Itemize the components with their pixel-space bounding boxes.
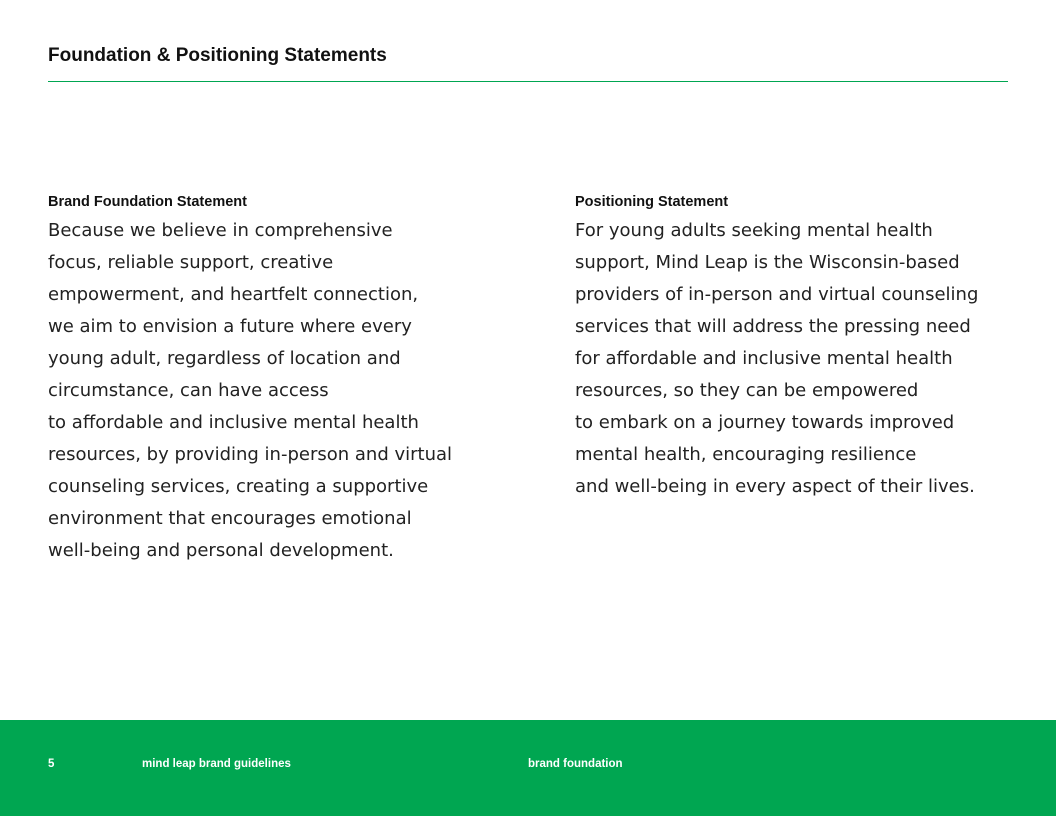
statement-line: support, Mind Leap is the Wisconsin-based — [575, 252, 960, 273]
page-number: 5 — [48, 758, 55, 770]
page-title: Foundation & Positioning Statements — [48, 45, 387, 66]
positioning-section — [575, 193, 1015, 503]
statement-line: to affordable and inclusive mental health — [48, 412, 419, 433]
statement-line: Because we believe in comprehensive — [48, 220, 393, 241]
page-header — [48, 44, 1008, 82]
brand-foundation-heading: Brand Foundation Statement — [48, 194, 247, 210]
brand-foundation-statement — [48, 215, 488, 567]
statement-line: resources, so they can be empowered — [575, 380, 919, 401]
page-footer — [0, 720, 1056, 816]
statement-line: environment that encourages emotional — [48, 508, 412, 529]
brand-foundation-section — [48, 193, 488, 567]
statement-line: counseling services, creating a supportive — [48, 476, 429, 497]
statement-line: For young adults seeking mental health — [575, 220, 933, 241]
section-name: brand foundation — [528, 758, 623, 770]
positioning-statement — [575, 215, 1015, 503]
document-name: mind leap brand guidelines — [142, 758, 291, 770]
statement-line: focus, reliable support, creative — [48, 252, 334, 273]
statement-line: empowerment, and heartfelt connection, — [48, 284, 419, 305]
statement-line: providers of in-person and virtual counseling — [575, 284, 979, 305]
statement-line: for affordable and inclusive mental health — [575, 348, 953, 369]
statement-line: we aim to envision a future where every — [48, 316, 412, 337]
statement-line: circumstance, can have access — [48, 380, 329, 401]
statement-line: and well-being in every aspect of their lives. — [575, 476, 975, 497]
statement-line: well-being and personal development. — [48, 540, 394, 561]
statement-line: services that will address the pressing need — [575, 316, 971, 337]
statement-line: mental health, encouraging resilience — [575, 444, 917, 465]
statement-line: to embark on a journey towards improved — [575, 412, 955, 433]
positioning-heading: Positioning Statement — [575, 194, 729, 210]
statement-line: young adult, regardless of location and — [48, 348, 401, 369]
statement-line: resources, by providing in-person and virtual — [48, 444, 453, 465]
